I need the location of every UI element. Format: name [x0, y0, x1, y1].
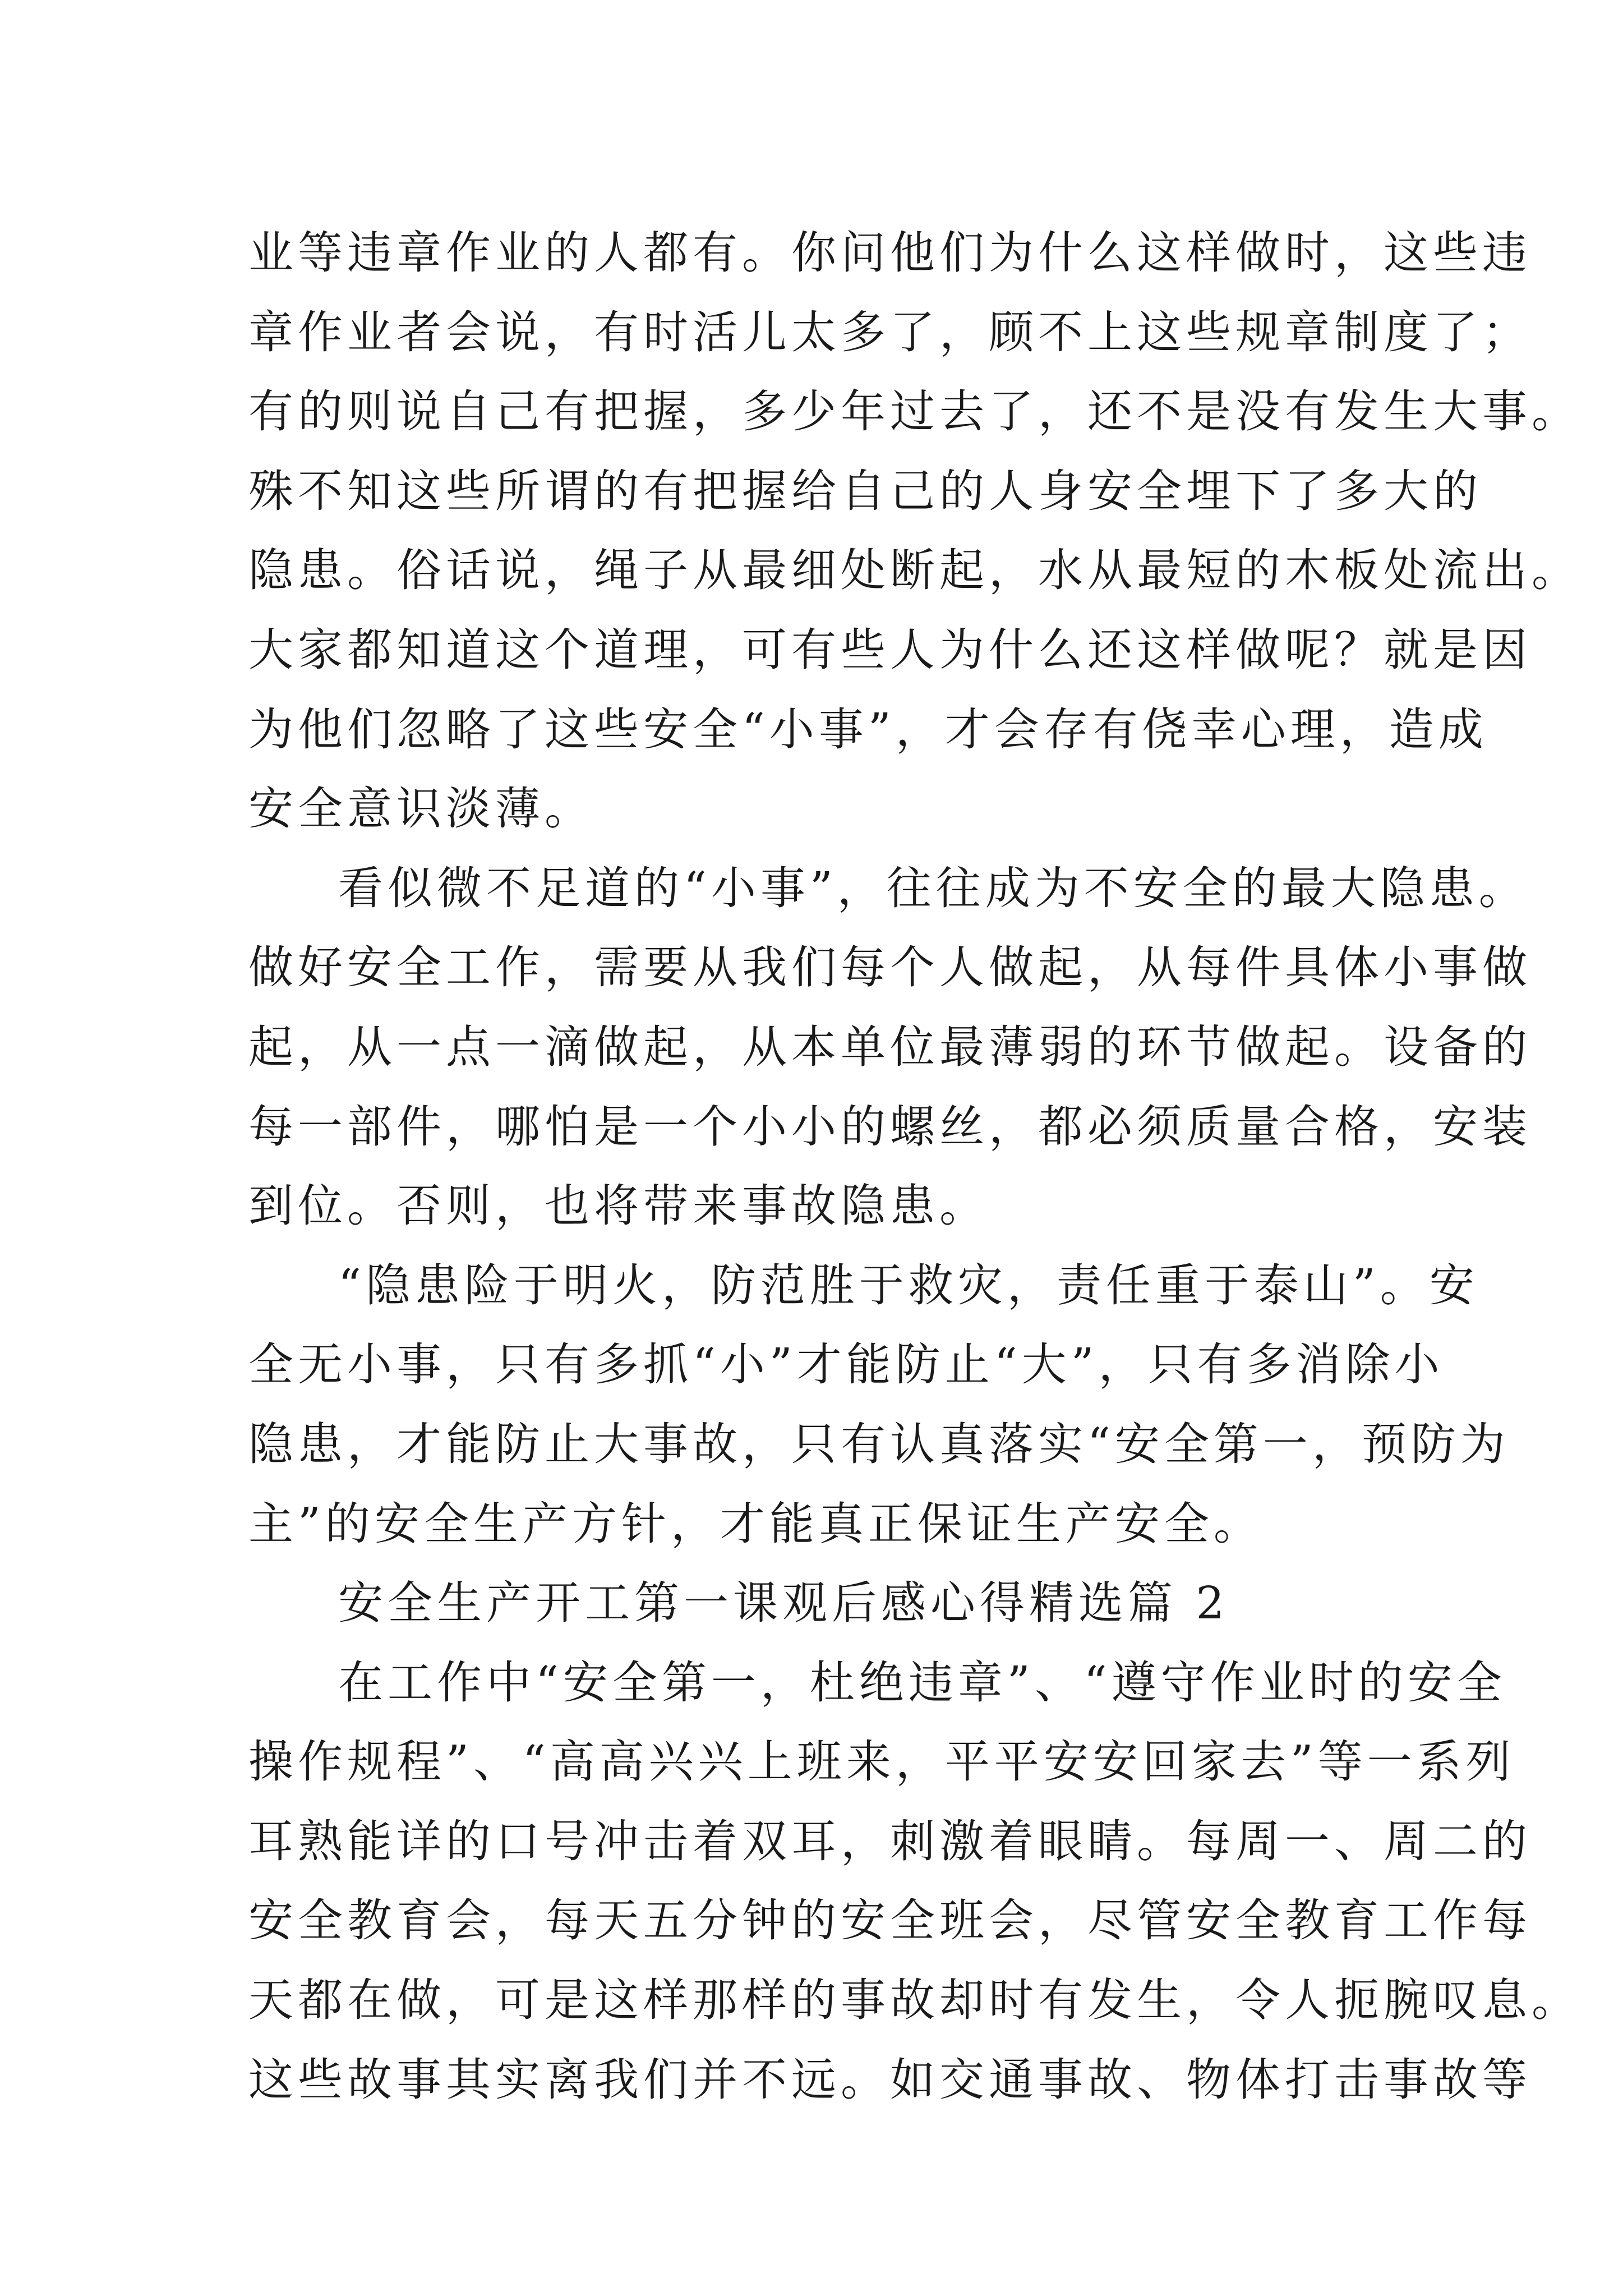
text-line: 起，从一点一滴做起，从本单位最薄弱的环节做起。设备的: [248, 1020, 1532, 1073]
text-line: 全无小事，只有多抓“小”才能防止“大”，只有多消除小: [248, 1338, 1444, 1391]
text-line: 在工作中“安全第一，杜绝违章”、“遵守作业时的安全: [338, 1656, 1506, 1709]
text-line: 大家都知道这个道理，可有些人为什么还这样做呢？就是因: [248, 623, 1532, 676]
text-line: 安全意识淡薄。: [248, 783, 594, 835]
text-line: 做好安全工作，需要从我们每个人做起，从每件具体小事做: [248, 941, 1532, 994]
text-line: 业等违章作业的人都有。你问他们为什么这样做时，这些违: [248, 227, 1532, 279]
text-line: 安全教育会，每天五分钟的安全班会，尽管安全教育工作每: [248, 1894, 1532, 1947]
text-line: 章作业者会说，有时活儿太多了，顾不上这些规章制度了；: [248, 306, 1532, 358]
document-body: [248, 213, 1581, 2119]
text-line: 为他们忽略了这些安全“小事”，才会存有侥幸心理，造成: [248, 703, 1488, 756]
text-line: 隐患。俗话说，绳子从最细处断起，水从最短的木板处流出。: [248, 544, 1581, 597]
text-line: 殊不知这些所谓的有把握给自己的人身安全埋下了多大的: [248, 464, 1482, 517]
text-line: 到位。否则，也将带来事故隐患。: [248, 1180, 989, 1232]
text-line: 操作规程”、“高高兴兴上班来，平平安安回家去”等一系列: [248, 1736, 1515, 1788]
text-line: 有的则说自己有把握，多少年过去了，还不是没有发生大事。: [248, 385, 1581, 438]
text-line: 看似微不足道的“小事”，往往成为不安全的最大隐患。: [338, 862, 1528, 914]
text-line: 耳熟能详的口号冲击着双耳，刺激着眼睛。每周一、周二的: [248, 1815, 1532, 1867]
text-line: 隐患，才能防止大事故，只有认真落实“安全第一，预防为: [248, 1418, 1510, 1470]
text-line: 安全生产开工第一课观后感心得精选篇 2: [338, 1577, 1229, 1630]
text-line: “隐患险于明火，防范胜于救灾，责任重于泰山”。安: [338, 1259, 1479, 1312]
text-line: 天都在做，可是这样那样的事故却时有发生，令人扼腕叹息。: [248, 1974, 1581, 2027]
text-line: 这些故事其实离我们并不远。如交通事故、物体打击事故等: [248, 2053, 1532, 2106]
text-line: 主”的安全生产方针，才能真正保证生产安全。: [248, 1497, 1263, 1550]
text-line: 每一部件，哪怕是一个小小的螺丝，都必须质量合格，安装: [248, 1100, 1532, 1153]
